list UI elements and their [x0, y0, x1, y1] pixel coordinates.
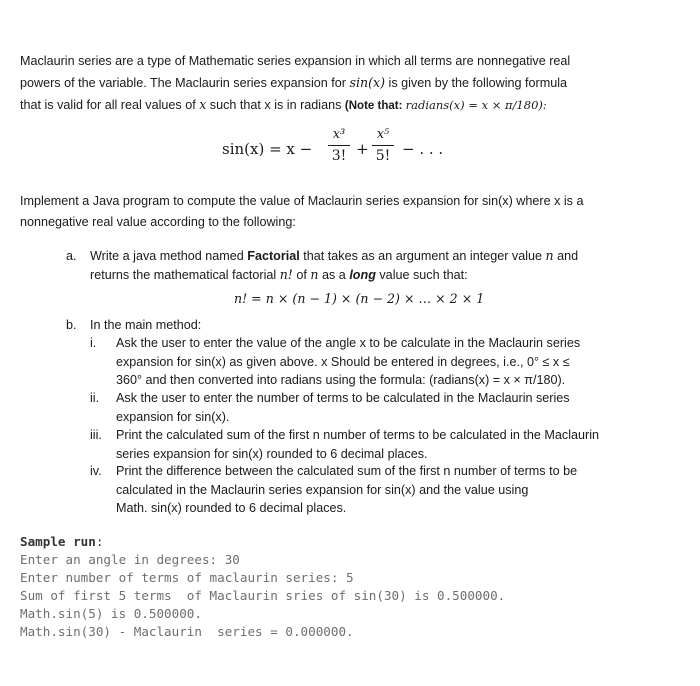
- formula-plus: +: [356, 140, 369, 158]
- sample-line-4: Math.sin(5) is 0.500000.: [20, 606, 202, 621]
- factorial-method-name: Factorial: [247, 249, 300, 263]
- item-b-heading: In the main method:: [90, 318, 202, 332]
- item-a-marker: a.: [66, 249, 77, 263]
- item-b-marker: b.: [66, 318, 77, 332]
- formula-fraction-1: x³ 3!: [328, 126, 350, 165]
- item-a-line-2: returns the mathematical factorial n! of n as a long value such that:: [90, 266, 468, 282]
- radians-formula: radians(x) = x × π/180):: [405, 98, 547, 112]
- task-line-1: Implement a Java program to compute the value of Maclaurin series expansion for sin(x) where x is a: [20, 194, 584, 208]
- sample-line-1: Enter an angle in degrees: 30: [20, 552, 240, 567]
- intro-line-2: powers of the variable. The Maclaurin series expansion for sin(x) is given by the following formula: [20, 75, 568, 90]
- intro-paragraph: [20, 51, 680, 117]
- factorial-formula: n! = n × (n − 1) × (n − 2) × … × 2 × 1: [234, 291, 485, 306]
- task-line-2: nonnegative real value according to the following:: [20, 215, 296, 229]
- sin-x-term: sin(x): [349, 75, 386, 90]
- sample-run-label: Sample run: [20, 534, 96, 549]
- formula-tail: − . . .: [402, 140, 444, 158]
- sample-line-3: Sum of first 5 terms of Maclaurin sries of sin(30) is 0.500000.: [20, 588, 506, 603]
- intro-line-3: that is valid for all real values of x such that x is in radians (Note that: radians(x) = x × π/180):: [20, 97, 547, 112]
- intro-line-1: Maclaurin series are a type of Mathematic series expansion in which all terms are nonnegative real: [20, 54, 571, 68]
- formula-lhs: sin(x) = x −: [222, 140, 313, 158]
- sample-line-2: Enter number of terms of maclaurin series: 5: [20, 570, 354, 585]
- sample-run-block: Sample run: Enter an angle in degrees: 30 Enter number of terms of maclaurin series: 5 Sum of first 5 terms of Maclaurin sries of sin(30) is 0.500000. Math.sin(5) is 0.500000. Math.sin(30) - Maclaurin series = 0.000000.: [20, 534, 506, 639]
- item-a-line-1: Write a java method named Factorial that takes as an argument an integer value n and: [90, 248, 579, 263]
- formula-fraction-2: x⁵ 5!: [372, 126, 394, 165]
- task-paragraph: [20, 191, 680, 233]
- sample-line-5: Math.sin(30) - Maclaurin series = 0.000000.: [20, 624, 354, 639]
